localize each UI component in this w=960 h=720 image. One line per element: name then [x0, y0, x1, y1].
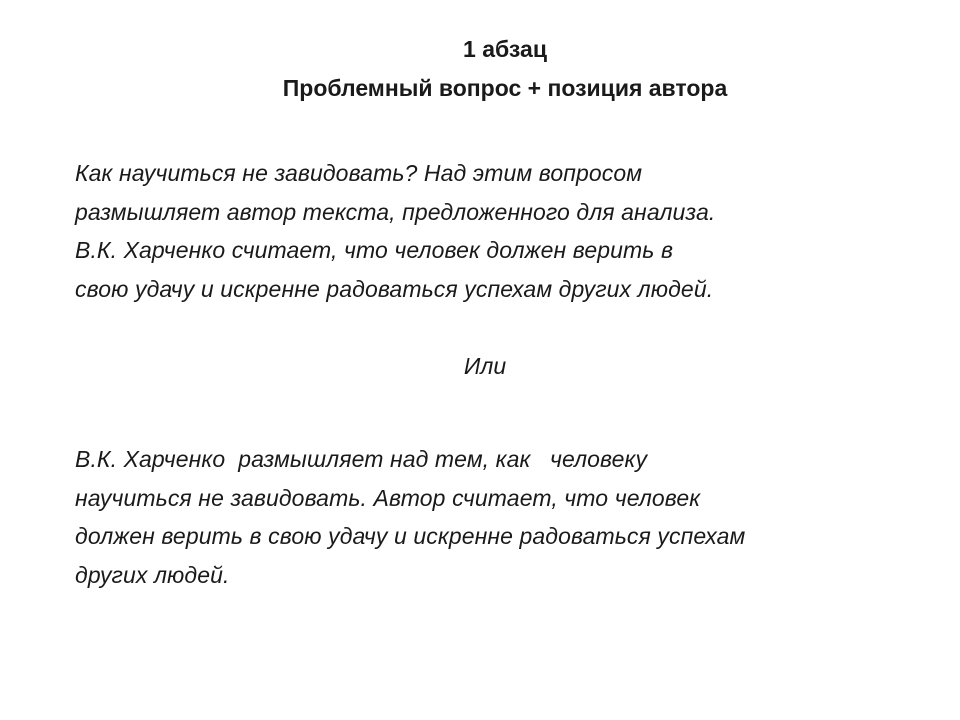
paragraph-1-line: В.К. Харченко считает, что человек должен верить в — [75, 237, 674, 263]
separator-or: Или — [463, 353, 507, 379]
slide-title — [0, 30, 960, 108]
title-line-2: Проблемный вопрос + позиция автора — [282, 75, 728, 101]
paragraph-2-line: научиться не завидовать. Автор считает, что человек — [75, 484, 701, 511]
paragraph-2-line: других людей. — [75, 561, 230, 588]
paragraph-1 — [75, 154, 935, 308]
paragraph-1-line: свою удачу и искренне радоваться успехам других людей. — [75, 275, 714, 302]
paragraph-2-line: В.К. Харченко размышляет над тем, как человеку — [75, 446, 648, 472]
paragraph-2 — [75, 440, 935, 594]
paragraph-1-line: размышляет автор текста, предложенного для анализа. — [75, 198, 716, 225]
title-line-1: 1 абзац — [463, 36, 547, 62]
paragraph-2-line: должен верить в свою удачу и искренне радоваться успехам — [75, 523, 746, 549]
paragraph-1-line: Как научиться не завидовать? Над этим вопросом — [75, 160, 643, 186]
